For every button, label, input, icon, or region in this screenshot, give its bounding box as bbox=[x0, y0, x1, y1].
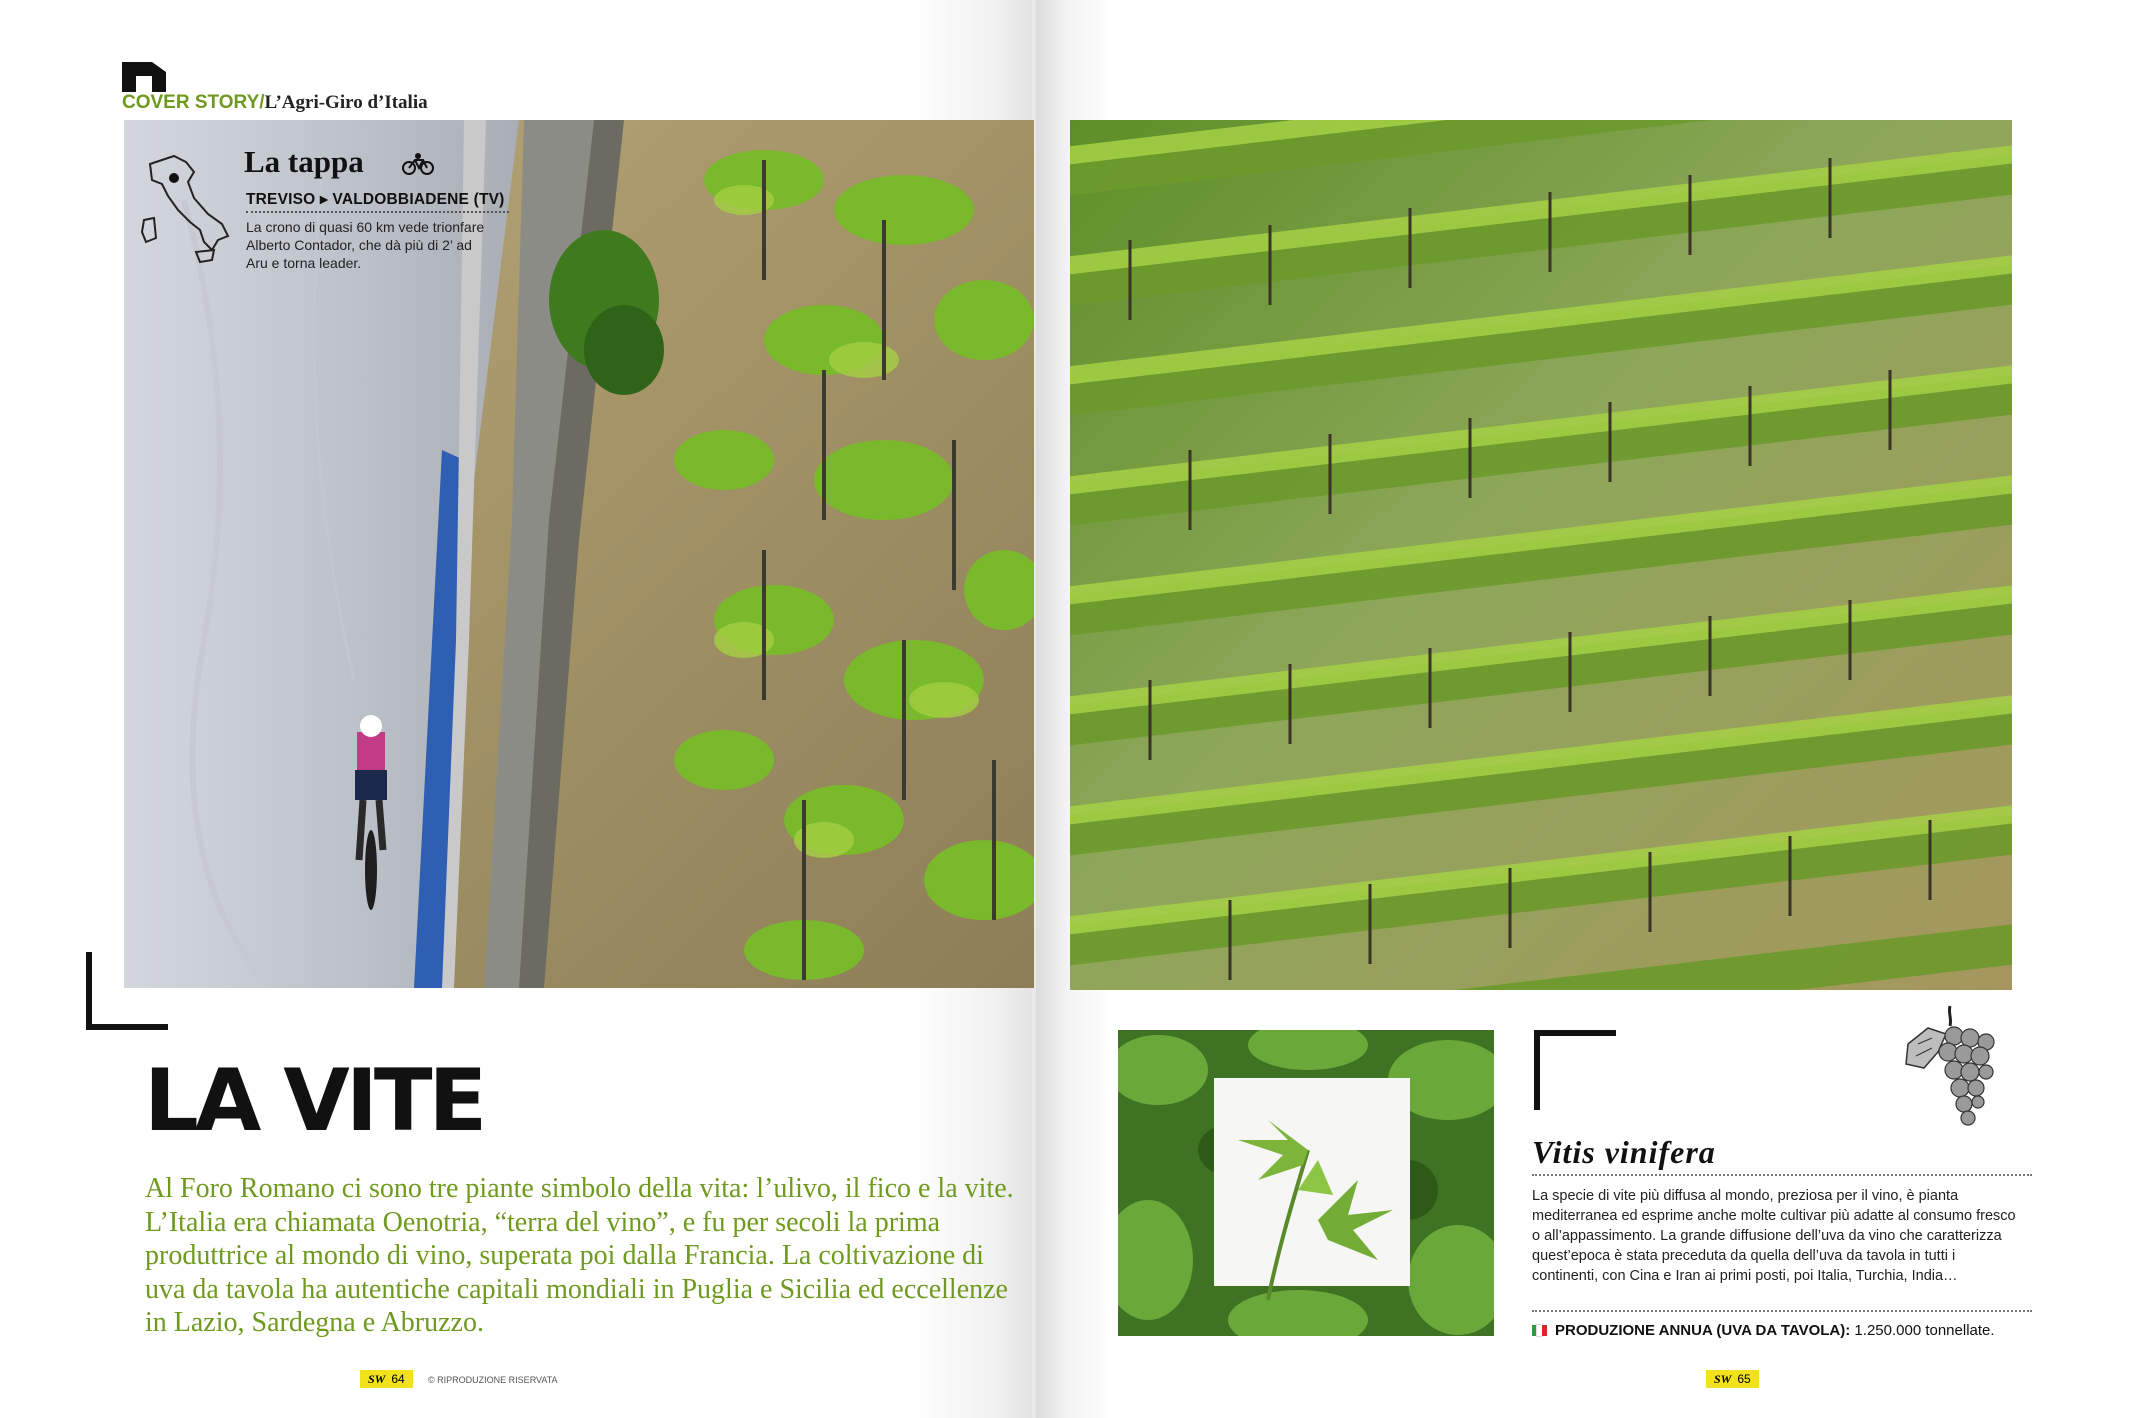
folio-left bbox=[360, 1370, 558, 1388]
production-value: 1.250.000 tonnellate. bbox=[1850, 1322, 1995, 1339]
brand-label: SW bbox=[1714, 1372, 1732, 1386]
bicycle-icon bbox=[402, 152, 434, 176]
vineyard-slope-photo bbox=[1070, 120, 2012, 990]
dotted-rule bbox=[1532, 1174, 2032, 1176]
intro-paragraph: Al Foro Romano ci sono tre piante simbolo della vita: l’ulivo, il fico e la vite. L’Italia era chiamata Oenotria, “terra del vino”, e fu per secoli la prima produttrice al mondo di vino, superata poi dalla Francia. La coltivazione di uva da tavola ha autentiche capitali mondiali in Puglia e Sicilia ed eccellenze in Lazio, Sardegna e Abruzzo. bbox=[145, 1173, 1014, 1338]
stage-description: La crono di quasi 60 km vede trionfare Alberto Contador, che dà più di 2’ ad Aru e torna leader. bbox=[246, 219, 485, 271]
kicker-section: COVER STORY/ bbox=[122, 92, 265, 113]
brand-label: SW bbox=[368, 1372, 386, 1386]
stage-route: TREVISO ▸ VALDOBBIADENE (TV) bbox=[246, 191, 505, 208]
stage-title: La tappa bbox=[244, 144, 364, 179]
vine-leaf-photo bbox=[1118, 1030, 1494, 1336]
page-headline: LA VITE bbox=[144, 1051, 484, 1151]
page-badge-right bbox=[1706, 1370, 1759, 1388]
section-logo-icon bbox=[122, 62, 166, 92]
page-badge-left bbox=[360, 1370, 413, 1388]
vitis-title: Vitis vinifera bbox=[1532, 1134, 1716, 1170]
production-label: PRODUZIONE ANNUA (UVA DA TAVOLA): bbox=[1555, 1322, 1851, 1339]
corner-bracket-right bbox=[1534, 1030, 1616, 1110]
italy-map-icon bbox=[130, 150, 234, 274]
page-number: 65 bbox=[1737, 1372, 1751, 1386]
production-line bbox=[1532, 1322, 1995, 1340]
stage-info-box bbox=[130, 140, 505, 280]
vitis-description: La specie di vite più diffusa al mondo, preziosa per il vino, è pianta mediterranea ed esprime anche molte cultivar più adatte al consumo fresco o all’appassimento. La grande diffusione dell’uva da vino che caratterizza quest’epoca è stata preceduta da quella dell’uva da tavola in tutti i continenti, con Cina e Iran ai primi posti, poi Italia, Turchia, India… bbox=[1532, 1188, 2016, 1284]
italian-flag-icon bbox=[1532, 1323, 1547, 1340]
kicker-title: L’Agri-Giro d’Italia bbox=[264, 92, 428, 113]
page-number: 64 bbox=[391, 1372, 405, 1386]
corner-bracket-left bbox=[86, 952, 168, 1030]
grape-bunch-icon bbox=[1898, 1004, 2004, 1132]
dotted-rule bbox=[1532, 1310, 2032, 1312]
copyright-note: © RIPRODUZIONE RISERVATA bbox=[428, 1374, 558, 1385]
section-kicker bbox=[122, 92, 428, 114]
folio-right bbox=[1706, 1370, 1759, 1388]
